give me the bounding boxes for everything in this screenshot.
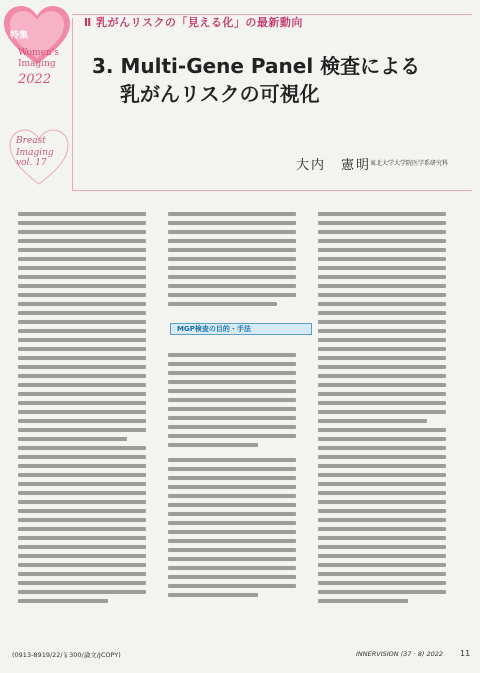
imaging-label: Imaging (18, 59, 56, 69)
breast-imaging-badge (8, 128, 70, 188)
feature-label: 特集 (10, 31, 29, 41)
article-title-line1: 3. Multi-Gene Panel 検査による (92, 54, 421, 78)
breast-label: Breast (16, 136, 46, 146)
body-column-right (318, 212, 446, 608)
header-horizontal-rule (72, 190, 472, 191)
women-label: Women's (18, 48, 59, 58)
subheading-text: MGP検査の目的・手法 (177, 325, 251, 333)
footer-citation: (0913-8919/22/￥300/論文/JCOPY) (12, 651, 121, 659)
article-title-line2: 乳がんリスクの可視化 (120, 82, 320, 106)
author-affiliation: 東北大学大学院医学系研究科 (370, 160, 449, 167)
body-column-left (18, 212, 146, 608)
author-name: 大内 憲明 (296, 158, 372, 173)
special-feature-badge (4, 6, 70, 98)
section-heading: Ⅱ 乳がんリスクの「見える化」の最新動向 (84, 16, 303, 29)
subheading-box (170, 323, 312, 335)
header-vertical-rule (72, 18, 73, 190)
page-number: 11 (460, 649, 471, 658)
footer-journal: INNERVISION (37 · 8) 2022 (356, 650, 444, 658)
year-label: 2022 (18, 72, 52, 87)
body-column-middle (168, 212, 296, 602)
breast-volume-label: Imaging vol. 17 (16, 148, 54, 168)
